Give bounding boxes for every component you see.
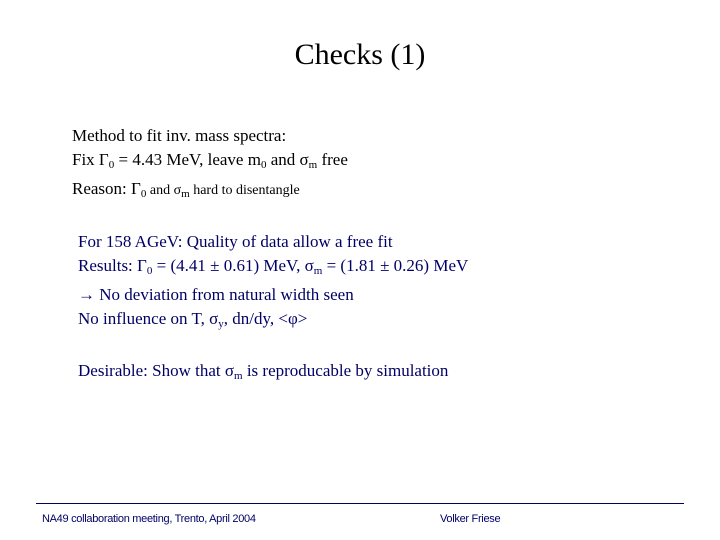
reason-text-2: and σ [146,183,182,198]
desirable-line [78,359,448,388]
results-text-1: Results: Γ [78,256,147,275]
influence-sub-1: y [218,318,224,330]
influence-text-1: No influence on T, σ [78,309,219,328]
results-line [78,254,468,283]
fix-sub-3: m [308,159,318,171]
fix-text-2: = 4.43 MeV, leave m [114,150,261,169]
results-text-3: = (1.81 ± 0.26) MeV [322,256,469,275]
slide-title: Checks (1) [294,38,426,71]
results-text-2: = (4.41 ± 0.61) MeV, σ [152,256,314,275]
method-line: Method to fit inv. mass spectra: [72,126,287,145]
reason-line [72,177,348,206]
fix-sub-2: 0 [260,159,267,171]
quality-line: For 158 AGeV: Quality of data allow a free fit [78,232,393,251]
results-block [78,230,468,336]
influence-text-2: , dn/dy, <φ> [223,309,308,328]
influence-line [78,307,468,336]
fix-text-4: free [317,150,348,169]
fix-sub-1: 0 [108,159,115,171]
method-block [72,124,348,206]
footer-author: Volker Friese [440,513,501,525]
footer-divider [36,503,684,504]
desirable-sub-1: m [234,370,243,382]
deviation-line: → No deviation from natural width seen [78,285,354,304]
fix-text-3: and σ [266,150,309,169]
reason-sub-2: m [181,188,190,200]
desirable-text-1: Desirable: Show that σ [78,361,234,380]
results-sub-1: 0 [146,265,153,277]
fix-line [72,148,348,177]
desirable-text-2: is reproducable by simulation [242,361,449,380]
footer-meeting: NA49 collaboration meeting, Trento, April 2004 [42,513,256,525]
reason-sub-1: 0 [140,188,147,200]
desirable-block [78,359,448,388]
results-sub-2: m [313,265,323,277]
reason-text-1: Reason: Γ [72,179,141,198]
fix-text-1: Fix Γ [72,150,109,169]
reason-text-3: hard to disentangle [189,183,300,198]
